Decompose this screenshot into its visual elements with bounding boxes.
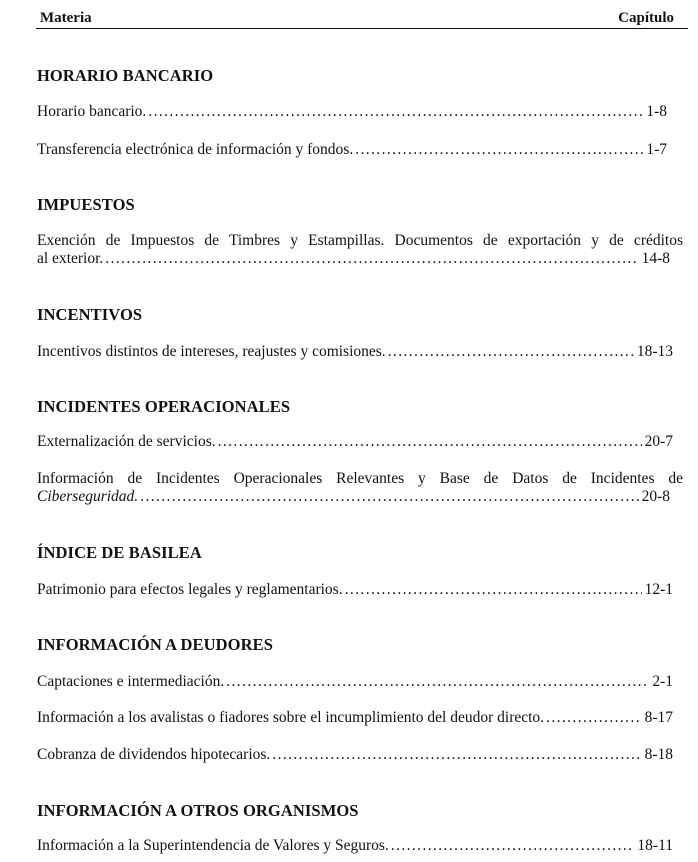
- dot-leader: [546, 708, 642, 728]
- index-entry: [37, 342, 673, 362]
- entry-text: Información a los avalistas o fiadores sobre el incumplimiento del deudor directo.: [37, 709, 545, 726]
- section-title-impuestos: IMPUESTOS: [37, 195, 135, 214]
- index-entry: [37, 432, 673, 452]
- entry-page: 1-8: [646, 103, 667, 120]
- entry-text-line2: Ciberseguridad.: [37, 488, 139, 505]
- dot-leader: [148, 102, 643, 122]
- entry-line2: [37, 488, 683, 506]
- dot-leader: [391, 836, 635, 856]
- section-title-horario-bancario: HORARIO BANCARIO: [37, 66, 214, 85]
- entry-text: Externalización de servicios.: [37, 433, 216, 450]
- index-entry-multiline: [37, 232, 683, 268]
- index-entry: [37, 708, 673, 728]
- index-header: [36, 8, 688, 29]
- index-entry: [37, 102, 667, 122]
- header-materia: Materia: [40, 10, 92, 26]
- dot-leader: [226, 672, 649, 692]
- index-entry: [37, 836, 673, 856]
- index-entry-multiline: [37, 470, 683, 506]
- dot-leader: [140, 488, 638, 506]
- entry-text-line2: al exterior.: [37, 250, 104, 267]
- section-title-indice-de-basilea: ÍNDICE DE BASILEA: [37, 543, 202, 562]
- entry-page: 12-1: [644, 581, 673, 598]
- entry-page: 18-11: [637, 837, 673, 854]
- dot-leader: [105, 250, 638, 268]
- entry-page: 1-7: [646, 141, 667, 158]
- header-capitulo: Capítulo: [618, 10, 674, 26]
- index-entry: [37, 672, 673, 692]
- section-title-incentivos: INCENTIVOS: [37, 305, 143, 324]
- index-entry: [37, 140, 667, 160]
- entry-page: 8-18: [644, 746, 673, 763]
- entry-page: 8-17: [644, 709, 673, 726]
- entry-text: Captaciones e intermediación.: [37, 673, 225, 690]
- dot-leader: [355, 140, 643, 160]
- section-title-incidentes-operacionales: INCIDENTES OPERACIONALES: [37, 397, 291, 416]
- dot-leader: [272, 745, 641, 765]
- index-entry: [37, 745, 673, 765]
- dot-leader: [218, 432, 642, 452]
- entry-text: Información a la Superintendencia de Valores y Seguros.: [37, 837, 389, 854]
- entry-line2: [37, 250, 683, 268]
- dot-leader: [388, 342, 634, 362]
- dot-leader: [345, 580, 642, 600]
- entry-text: Patrimonio para efectos legales y reglamentarios.: [37, 581, 343, 598]
- entry-text-line1: Exención de Impuestos de Timbres y Estampillas. Documentos de exportación y de créditos: [37, 232, 683, 249]
- entry-text-line1: Información de Incidentes Operacionales Relevantes y Base de Datos de Incidentes de: [37, 470, 683, 487]
- entry-page: 20-8: [641, 488, 670, 505]
- section-title-informacion-a-deudores: INFORMACIÓN A DEUDORES: [37, 635, 273, 654]
- entry-page: 2-1: [652, 673, 673, 690]
- entry-text: Cobranza de dividendos hipotecarios.: [37, 746, 271, 763]
- section-title-informacion-a-otros-organismos: INFORMACIÓN A OTROS ORGANISMOS: [37, 801, 359, 820]
- entry-text: Incentivos distintos de intereses, reajustes y comisiones.: [37, 343, 386, 360]
- entry-text: Transferencia electrónica de información y fondos.: [37, 141, 354, 158]
- index-entry: [37, 580, 673, 600]
- entry-page: 18-13: [636, 343, 673, 360]
- entry-text: Horario bancario.: [37, 103, 147, 120]
- entry-page: 14-8: [641, 250, 670, 267]
- entry-page: 20-7: [644, 433, 673, 450]
